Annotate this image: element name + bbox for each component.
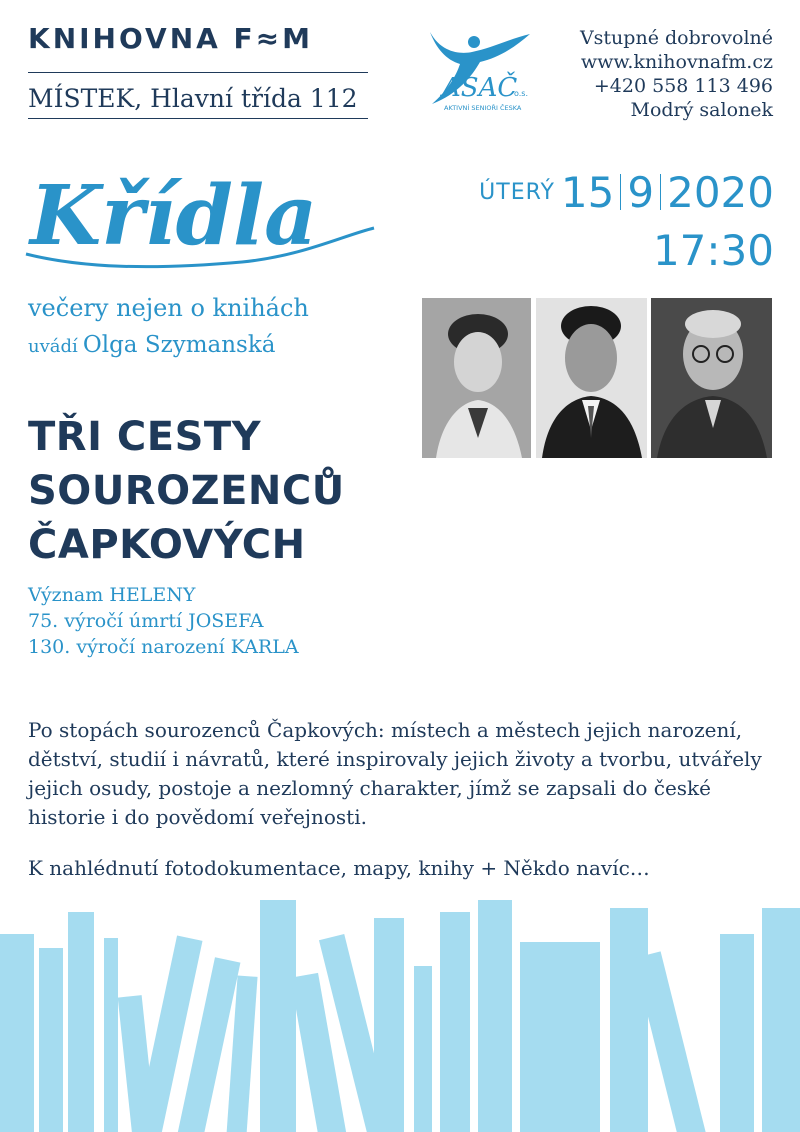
website-link[interactable]: www.knihovnafm.cz — [580, 51, 773, 73]
book-icon — [762, 908, 800, 1132]
book-icon — [440, 912, 470, 1132]
anniversary-item: 75. výročí úmrtí JOSEFA — [28, 610, 264, 632]
asac-mark: ASAČ — [442, 73, 518, 103]
date-separator — [660, 174, 661, 210]
presenter — [28, 332, 276, 358]
extra-note: K nahlédnutí fotodokumentace, mapy, knihy + Někdo navíc… — [28, 856, 650, 880]
asac-caption: AKTIVNÍ SENIOŘI ČESKA — [444, 104, 522, 112]
anniversaries — [28, 582, 299, 660]
book-icon — [39, 948, 63, 1132]
library-address: MÍSTEK, Hlavní třída 112 — [28, 84, 358, 113]
header-divider-top — [28, 72, 368, 73]
event-date-day: 15 — [560, 168, 615, 217]
book-icon — [374, 918, 404, 1132]
book-icon — [520, 942, 600, 1132]
date-separator — [620, 174, 621, 210]
description-paragraph: Po stopách sourozenců Čapkových: místech a městech jejich narození, dětství, studií i návratů, které inspirovaly jejich životy a tvorbu, utvářely jejich osudy, postoje a nezlomný charakter, jímž se zapsali do české historie i do povědomí veřejnosti. — [28, 718, 762, 829]
asac-figure-head-icon — [468, 36, 480, 48]
bookshelf-decoration — [0, 880, 800, 1132]
event-date-year: 2020 — [667, 168, 774, 217]
heading-line: SOUROZENCŮ — [28, 468, 345, 514]
phone-number: +420 558 113 496 — [593, 75, 773, 97]
venue-room: Modrý salonek — [630, 99, 773, 121]
info-block — [580, 26, 773, 122]
presenter-prefix: uvádí — [28, 336, 78, 357]
book-icon — [104, 938, 118, 1132]
asac-mark-small: o.s. — [514, 89, 529, 98]
book-icon — [610, 908, 648, 1132]
anniversary-item: Význam HELENY — [28, 584, 196, 606]
header-divider — [28, 118, 368, 119]
book-icon — [260, 900, 296, 1132]
kridla-logo — [22, 158, 382, 288]
book-icon — [68, 912, 94, 1132]
presenter-name: Olga Szymanská — [82, 332, 276, 358]
book-icon — [414, 966, 432, 1132]
main-heading — [28, 410, 345, 572]
heading-line: ČAPKOVÝCH — [28, 522, 306, 568]
photo-helena — [422, 298, 531, 458]
book-icon — [0, 934, 34, 1132]
heading-line: TŘI CESTY — [28, 414, 262, 460]
kridla-wordmark: Křídla — [30, 168, 318, 264]
library-name: KNIHOVNA F≈M — [28, 22, 314, 55]
book-icon — [720, 934, 754, 1132]
event-time: 17:30 — [652, 226, 774, 275]
photo-josef — [651, 298, 772, 458]
anniversary-item: 130. výročí narození KARLA — [28, 636, 299, 658]
asac-logo — [402, 24, 542, 120]
book-icon — [478, 900, 512, 1132]
photo-karel — [536, 298, 647, 458]
entry-fee: Vstupné dobrovolné — [579, 27, 773, 49]
event-date — [479, 168, 774, 217]
event-date-month: 9 — [627, 168, 655, 217]
series-subtitle: večery nejen o knihách — [28, 294, 309, 322]
event-day: ÚTERÝ — [479, 180, 555, 205]
